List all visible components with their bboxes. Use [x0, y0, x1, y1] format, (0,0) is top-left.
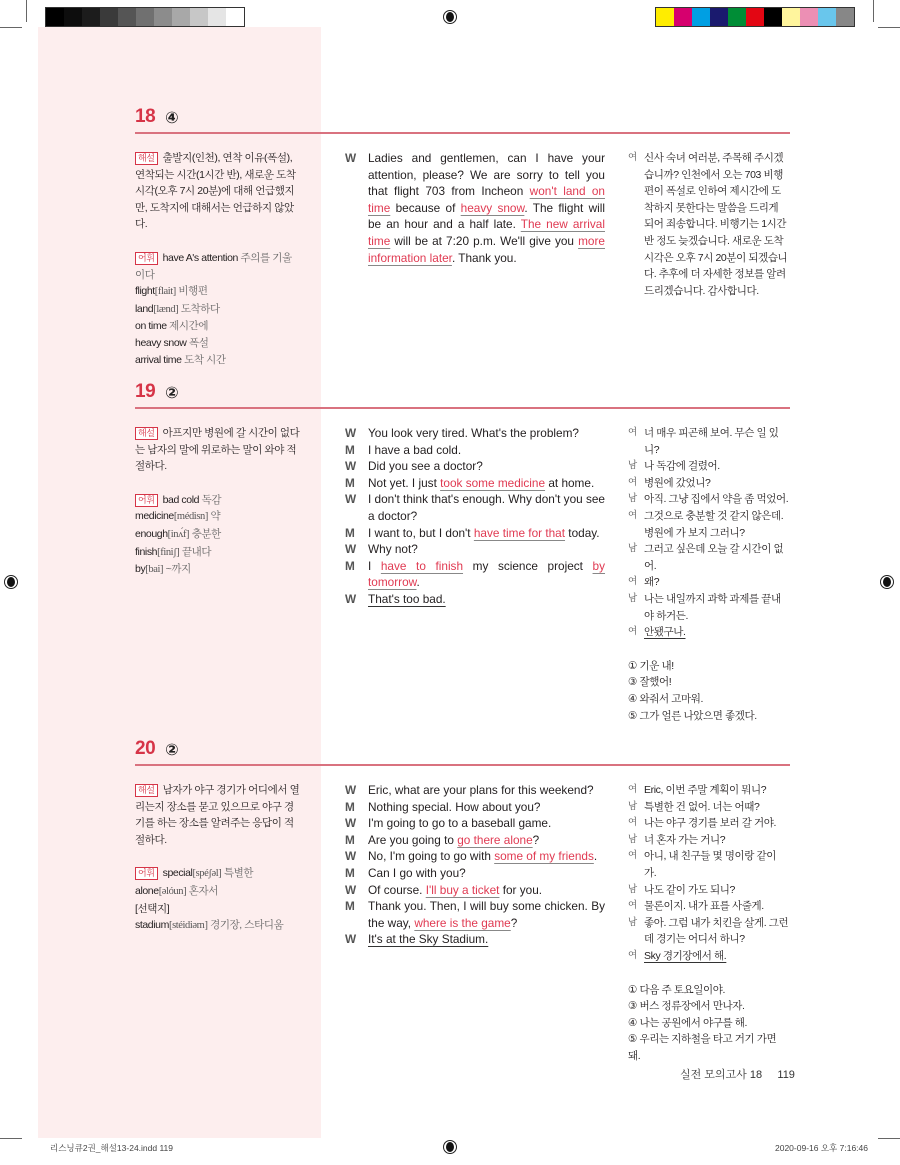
speaker-label-ko: 남 [628, 460, 637, 472]
vocab-meaning: 비행편 [178, 285, 208, 298]
translation-line [628, 150, 790, 299]
cmyk-color-bar [655, 7, 855, 27]
registration-mark-icon [4, 575, 18, 589]
vocab-word: land [135, 302, 154, 315]
explanation-column [135, 150, 300, 368]
dialog-line [345, 558, 605, 591]
vocab-item [135, 283, 300, 301]
question-number: 19 [135, 381, 156, 402]
dialog-segment: my science project [463, 558, 593, 573]
speaker-label-ko: 남 [628, 592, 637, 604]
page-number: 119 [777, 1069, 795, 1081]
translation-line [628, 541, 790, 574]
dialog-line [345, 458, 605, 475]
explanation [135, 425, 300, 475]
dialog-segment: . The flight will be an hour and a half late. [368, 200, 605, 232]
speaker-label: W [345, 492, 357, 507]
vocab-pronunciation: [bai] [145, 564, 164, 576]
gray-swatch [100, 8, 118, 26]
answer-number: ② [165, 385, 179, 402]
gray-swatch [136, 8, 154, 26]
translation-text: 너 매우 피곤해 보여. 무슨 일 있니? [644, 427, 779, 456]
vocab-word: stadium [135, 919, 169, 932]
translation-text: 그것으로 충분할 것 같지 않은데. 병원에 가 보지 그러니? [644, 509, 784, 539]
color-swatch [800, 8, 818, 26]
vocab-item [135, 250, 300, 283]
crop-mark [26, 0, 27, 22]
vocab-item [135, 544, 300, 562]
vocab-item [135, 526, 300, 544]
question-header [135, 381, 790, 409]
explanation-text: 아프지만 병원에 갈 시간이 없다는 남자의 말에 위로하는 말이 와야 적절하다. [135, 427, 300, 473]
dialog-segment: will be at 7:20 p.m. We'll give you [390, 233, 579, 248]
translation-text: Eric, 이번 주말 계획이 뭐니? [644, 784, 767, 796]
speaker-label-ko: 남 [628, 833, 637, 845]
speaker-label: M [345, 832, 355, 847]
vocab-meaning: 혼자서 [188, 884, 218, 897]
translation-line [628, 574, 790, 591]
vocab-word: medicine [135, 510, 174, 523]
vocab-meaning: 특별한 [223, 867, 254, 880]
dialog-line [345, 865, 605, 882]
dialog-segment: I'm going to go to a baseball game. [368, 816, 552, 831]
vocab-meaning: 도착 시간 [184, 353, 226, 366]
wrong-choices [628, 982, 790, 1065]
vocab-word: alone [135, 884, 159, 897]
dialog-text [368, 475, 605, 492]
vocab-meaning: 경기장, 스타디움 [210, 919, 284, 932]
vocab-word: [선택지] [135, 902, 170, 915]
color-swatch [728, 8, 746, 26]
dialog-segment: Ladies and gentlemen, can I have your attention, please? We are sorry to tell you that flight 703 from Incheon [368, 151, 605, 199]
question-number: 20 [135, 738, 156, 759]
dialog-line [345, 815, 605, 832]
translation-text: 신사 숙녀 여러분, 주목해 주시겠습니까? 인천에서 오는 703 비행편이 폭설로 인하여 제시간에 도착하지 못한다는 말씀을 드리게 되어 죄송합니다. 비행기는 1시간 반 정도 늦겠습니다. 새로운 도착 시각은 오후 7시 20분이 되겠습니다. 추후에 더 자세한 정보를 알려 드리겠습니다. 감사합니다. [644, 152, 788, 297]
dialog-text [368, 882, 605, 899]
vocabulary-tag: 어휘 [135, 494, 158, 507]
date-slug: 2020-09-16 오후 7:16:46 [775, 1143, 868, 1153]
choice-item: ④ 와줘서 고마워. [628, 692, 704, 705]
dialog-line [345, 832, 605, 849]
dialog-segment: Eric, what are your plans for this weekend? [368, 783, 594, 797]
vocab-item [135, 335, 300, 352]
translation-text: Sky 경기장에서 해. [644, 949, 727, 962]
translation-text: 아직. 그냥 집에서 약을 좀 먹었어. [644, 493, 789, 506]
key-phrase: I'll buy a ticket [425, 882, 500, 897]
dialog-segment: Can I go with you? [368, 865, 466, 880]
speaker-label-ko: 여 [628, 509, 637, 521]
dialog-segment: . Thank you. [451, 250, 517, 265]
speaker-label-ko: 여 [628, 427, 637, 438]
choice-item: ⑤ 우리는 지하철을 타고 거기 가면 돼. [628, 1033, 777, 1062]
color-swatch [818, 8, 836, 26]
color-swatch [782, 8, 800, 26]
script-column [345, 782, 605, 948]
vocabulary [135, 865, 300, 934]
dialog-line [345, 848, 605, 865]
question-section-18 [135, 106, 790, 366]
dialog-segment: Are you going to [368, 832, 458, 847]
dialog-line [345, 541, 605, 558]
explanation-column [135, 425, 300, 579]
dialog-segment: for you. [499, 882, 543, 897]
choice-item: ⑤ 그가 얼른 나았으면 좋겠다. [628, 709, 757, 722]
translation-line [628, 915, 790, 948]
vocab-item [135, 561, 300, 579]
dialog-text [368, 491, 605, 524]
vocab-pronunciation: [médisn] [173, 511, 208, 523]
vocab-pronunciation: [inʌ́f] [167, 528, 190, 540]
translation-line [628, 782, 790, 799]
choice-item: ① 다음 주 토요일이야. [628, 983, 726, 996]
translation-line [628, 832, 790, 849]
dialog-segment: I want to, but I don't [368, 525, 474, 540]
vocab-item [135, 352, 300, 369]
speaker-label: M [345, 558, 355, 573]
translation-line [628, 624, 790, 641]
vocab-word: on time [135, 320, 167, 333]
dialog-line [345, 425, 605, 442]
vocab-pronunciation: [finiʃ] [157, 546, 180, 558]
translation-text: 너 혼자 가는 거니? [644, 833, 726, 846]
dialog-text [368, 425, 605, 442]
dialog-segment: ? [510, 915, 518, 930]
speaker-label: M [345, 442, 355, 457]
translation-line [628, 508, 790, 541]
explanation-column [135, 782, 300, 935]
speaker-label: W [345, 426, 357, 440]
translation-line [628, 948, 790, 965]
choice-item: ③ 잘했어! [628, 676, 672, 689]
dialog-text [368, 799, 605, 816]
vocab-meaning: 도착하다 [180, 302, 220, 315]
file-slug: 리스닝큐2권_해설13-24.indd 119 [50, 1143, 174, 1153]
speaker-label-ko: 남 [628, 493, 637, 505]
vocab-item [135, 865, 300, 883]
speaker-label-ko: 여 [628, 152, 637, 163]
translation-text: 그러고 싶은데 오늘 갈 시간이 없어. [644, 543, 784, 572]
speaker-label-ko: 여 [628, 576, 637, 588]
dialog-line [345, 525, 605, 542]
explanation-text: 남자가 야구 경기가 어디에서 열리는지 장소를 묻고 있으므로 야구 경기를 하는 장소를 알려주는 응답이 적절하다. [135, 784, 300, 846]
speaker-label-ko: 여 [628, 476, 637, 488]
choice-item: ① 기운 내! [628, 659, 674, 672]
dialog-text [368, 832, 605, 849]
speaker-label: W [345, 932, 357, 947]
color-swatch [710, 8, 728, 26]
translation-line [628, 591, 790, 624]
vocab-item [135, 508, 300, 526]
key-phrase: have to finish [380, 558, 464, 573]
translation-text: 물론이지. 내가 표를 사줄게. [644, 900, 764, 913]
speaker-label-ko: 여 [628, 784, 637, 795]
speaker-label: M [345, 799, 355, 814]
color-swatch [674, 8, 692, 26]
dialog-segment: ? [532, 832, 540, 847]
speaker-label: W [345, 151, 357, 165]
registration-mark-icon [880, 575, 894, 589]
translation-text: 안됐구나. [644, 626, 686, 639]
dialog-line [345, 782, 605, 799]
translation-line [628, 882, 790, 899]
gray-swatch [208, 8, 226, 26]
vocab-item [135, 901, 300, 918]
dialog-line [345, 442, 605, 459]
crop-mark [0, 1138, 22, 1139]
vocab-word: arrival time [135, 353, 182, 366]
vocab-pronunciation: [əlóun] [158, 885, 187, 897]
registration-mark-icon [443, 1140, 457, 1154]
translation-line [628, 898, 790, 915]
vocab-item [135, 492, 300, 509]
script-column [345, 425, 605, 608]
translation-line [628, 491, 790, 508]
translation-text: 병원에 갔었니? [644, 476, 711, 489]
vocab-word: have A's attention [162, 251, 238, 264]
explanation [135, 782, 300, 848]
color-swatch [746, 8, 764, 26]
vocab-pronunciation: [lænd] [153, 303, 179, 315]
dialog-segment: Thank you. Then, I will buy some chicken. By the way, [368, 899, 605, 930]
explanation [135, 150, 300, 233]
dialog-segment: today. [565, 525, 600, 540]
dialog-segment: Of course. [368, 882, 426, 897]
question-number: 18 [135, 106, 156, 127]
vocab-meaning: 약 [210, 510, 221, 523]
speaker-label: M [345, 865, 355, 880]
vocab-item [135, 883, 300, 901]
translation-text: 왜? [644, 576, 660, 589]
speaker-label: W [345, 783, 357, 797]
script-column [345, 150, 605, 266]
dialog-line [345, 931, 605, 948]
color-swatch [692, 8, 710, 26]
vocab-meaning: ~까지 [165, 563, 191, 576]
choice-item: ③ 버스 정류장에서 만나자. [628, 1000, 745, 1013]
vocabulary [135, 250, 300, 368]
speaker-label-ko: 여 [628, 626, 637, 638]
vocab-meaning: 주의를 기울이다 [135, 251, 292, 281]
choice-item: ④ 나는 공원에서 야구를 해. [628, 1016, 748, 1029]
translation-text: 나 독감에 걸렸어. [644, 460, 720, 473]
dialog-segment: . [416, 575, 420, 590]
explanation-tag: 해설 [135, 152, 158, 165]
vocab-meaning: 폭설 [188, 336, 209, 349]
gray-swatch [46, 8, 64, 26]
dialog-text [368, 525, 605, 542]
color-swatch [656, 8, 674, 26]
translation-line [628, 458, 790, 475]
translation-column [628, 150, 790, 299]
key-phrase: more information later [368, 233, 605, 265]
gray-swatch [226, 8, 244, 26]
vocab-word: by [135, 563, 146, 576]
speaker-label: M [345, 899, 355, 914]
dialog-text [368, 591, 605, 608]
vocab-meaning: 충분한 [191, 527, 221, 540]
vocab-word: flight [135, 285, 155, 298]
speaker-label: W [345, 542, 357, 557]
speaker-label: W [345, 459, 357, 474]
dialog-segment: Did you see a doctor? [368, 459, 483, 474]
dialog-segment: Why not? [368, 542, 418, 557]
vocab-word: heavy snow [135, 336, 187, 349]
gray-color-bar [45, 7, 245, 27]
dialog-segment: No, I'm going to go with [368, 849, 495, 864]
question-header [135, 738, 790, 766]
key-phrase: heavy snow [460, 200, 525, 215]
dialog-line [345, 898, 605, 931]
dialog-text [368, 865, 605, 882]
vocab-word: bad cold [162, 493, 200, 506]
answer-phrase: It's at the Sky Stadium. [368, 932, 489, 947]
dialog-segment: because of [390, 200, 461, 215]
key-phrase: go there alone [457, 832, 533, 847]
speaker-label-ko: 여 [628, 900, 637, 912]
translation-text: 좋아. 그럼 내가 치킨을 살게. 그런데 경기는 어디서 하니? [644, 916, 789, 946]
answer-number: ② [165, 742, 179, 759]
crop-mark [878, 27, 900, 28]
translation-line [628, 848, 790, 881]
speaker-label-ko: 남 [628, 883, 637, 895]
dialog-segment: Nothing special. How about you? [368, 799, 541, 814]
speaker-label-ko: 남 [628, 543, 637, 555]
gray-swatch [154, 8, 172, 26]
vocab-pronunciation: [spéʃəl] [192, 868, 222, 880]
key-phrase: took some medicine [440, 475, 546, 490]
translation-line [628, 799, 790, 816]
color-swatch [836, 8, 854, 26]
answer-phrase: That's too bad. [368, 591, 446, 606]
key-phrase: have time for that [473, 525, 566, 540]
vocab-word: enough [135, 527, 168, 540]
translation-text: 나도 같이 가도 되니? [644, 883, 735, 896]
vocab-pronunciation: [flait] [154, 286, 176, 298]
speaker-label-ko: 여 [628, 850, 637, 862]
vocab-pronunciation: [stéidiəm] [168, 920, 208, 932]
registration-mark-icon [443, 10, 457, 24]
dialog-segment: . [593, 849, 598, 864]
key-phrase: The new arrival time [368, 217, 605, 248]
crop-mark [873, 0, 874, 22]
translation-line [628, 815, 790, 832]
dialog-text [368, 458, 605, 475]
running-footer [680, 1066, 795, 1082]
key-phrase: some of my friends [494, 849, 594, 864]
translation-column [628, 425, 790, 724]
question-section-19 [135, 381, 790, 722]
wrong-choices [628, 658, 790, 724]
gray-swatch [82, 8, 100, 26]
speaker-label-ko: 남 [628, 916, 637, 928]
key-phrase: by tomorrow [368, 558, 606, 590]
gray-swatch [118, 8, 136, 26]
dialog-segment: I have a bad cold. [368, 442, 462, 457]
key-phrase: where is the game [414, 915, 511, 930]
vocabulary [135, 492, 300, 579]
explanation-tag: 해설 [135, 427, 158, 440]
dialog-line [345, 882, 605, 899]
dialog-text [368, 898, 605, 931]
dialog-text [368, 442, 605, 459]
explanation-tag: 해설 [135, 784, 158, 797]
crop-mark [878, 1138, 900, 1139]
dialog-text [368, 150, 605, 266]
speaker-label-ko: 남 [628, 800, 637, 812]
dialog-line [345, 591, 605, 608]
gray-swatch [64, 8, 82, 26]
dialog-segment: You look very tired. What's the problem? [368, 426, 579, 440]
vocab-item [135, 917, 300, 935]
vocab-word: special [162, 867, 193, 880]
answer-number: ④ [165, 110, 179, 127]
question-section-20 [135, 738, 790, 1062]
dialog-text [368, 541, 605, 558]
dialog-text [368, 782, 605, 799]
dialog-segment: I don't think that's enough. Why don't you see a doctor? [368, 492, 605, 523]
dialog-line [345, 491, 605, 524]
vocab-word: finish [135, 545, 158, 558]
speaker-label-ko: 여 [628, 949, 637, 961]
crop-mark [0, 27, 22, 28]
dialog-text [368, 558, 605, 591]
dialog-text [368, 931, 605, 948]
translation-text: 아니, 내 친구들 몇 명이랑 같이 가. [644, 850, 777, 879]
translation-line [628, 425, 790, 458]
translation-text: 특별한 건 없어. 너는 어때? [644, 800, 760, 813]
vocab-meaning: 독감 [201, 493, 222, 506]
translation-text: 나는 야구 경기를 보러 갈 거야. [644, 817, 777, 830]
translation-text: 나는 내일까지 과학 과제를 끝내야 하거든. [644, 592, 781, 622]
vocab-item [135, 318, 300, 335]
explanation-text: 출발지(인천), 연착 이유(폭설), 연착되는 시간(1시간 반), 새로운 도착 시각(오후 7시 20분)에 대해 언급했지만, 도착지에 대해서는 언급하지 않았다. [135, 152, 296, 231]
vocabulary-tag: 어휘 [135, 867, 158, 880]
dialog-line [345, 799, 605, 816]
vocab-item [135, 301, 300, 319]
book-title: 실전 모의고사 18 [680, 1069, 763, 1081]
gray-swatch [172, 8, 190, 26]
dialog-segment: I [368, 558, 381, 573]
question-header [135, 106, 790, 134]
speaker-label: M [345, 525, 355, 540]
dialog-line [345, 475, 605, 492]
key-phrase: won't land on time [368, 184, 605, 215]
dialog-segment: Not yet. I just [368, 475, 441, 490]
gray-swatch [190, 8, 208, 26]
translation-line [628, 475, 790, 492]
vocabulary-tag: 어휘 [135, 252, 158, 265]
speaker-label-ko: 여 [628, 817, 637, 829]
vocab-meaning: 제시간에 [169, 320, 209, 333]
translation-column [628, 782, 790, 1065]
speaker-label: W [345, 816, 357, 831]
dialog-segment: at home. [545, 475, 595, 490]
speaker-label: M [345, 475, 355, 490]
color-swatch [764, 8, 782, 26]
vocab-meaning: 끝내다 [181, 545, 212, 558]
dialog-text [368, 848, 605, 865]
dialog-text [368, 815, 605, 832]
speaker-label: W [345, 849, 357, 864]
dialog-line [345, 150, 605, 266]
speaker-label: W [345, 882, 357, 897]
speaker-label: W [345, 591, 357, 606]
